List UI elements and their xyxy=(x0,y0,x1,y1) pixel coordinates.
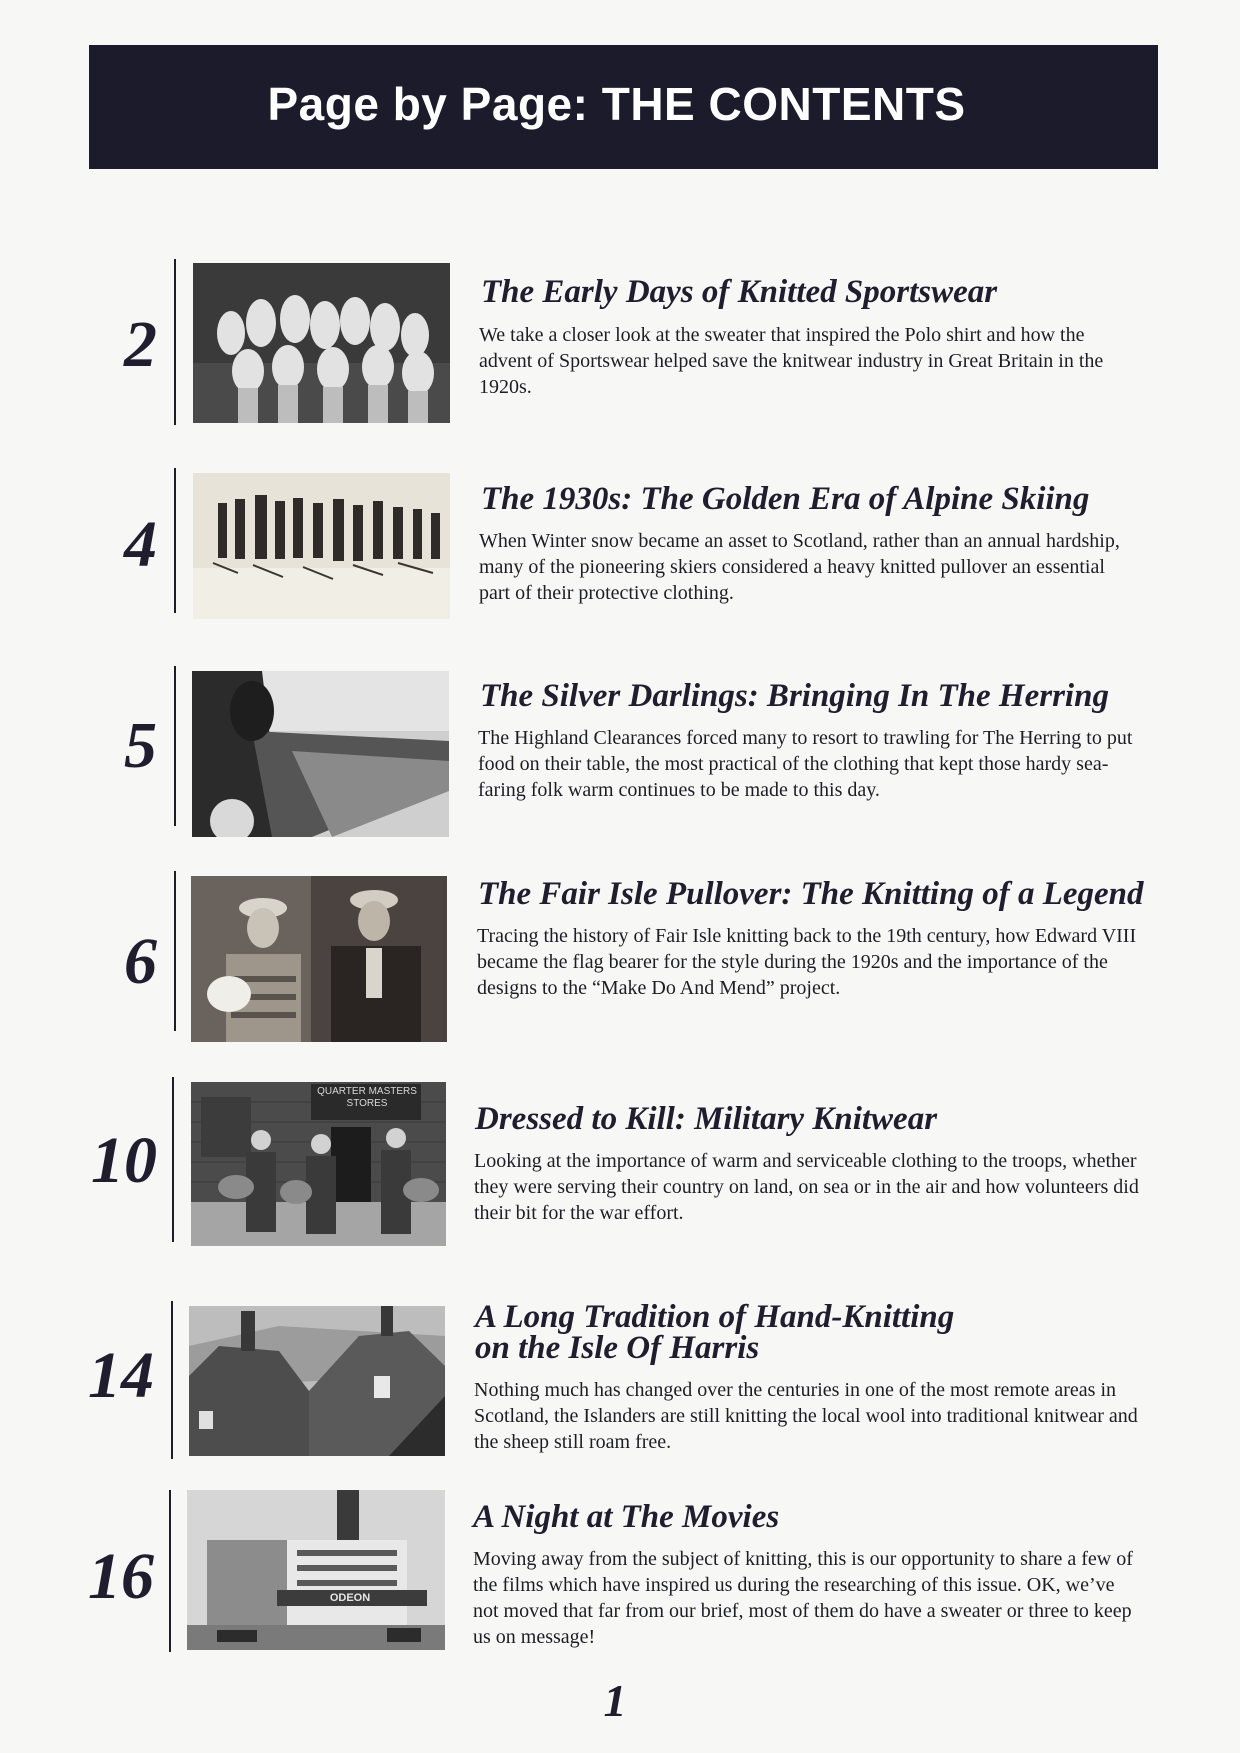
divider-line xyxy=(169,1490,171,1652)
entry-description: The Highland Clearances forced many to resort to trawling for The Herring to put food on their table, the most practical of the clothing that kept those hardy sea-faring folk warm continues to be made to this day. xyxy=(478,727,1133,801)
photo-odeon-cinema xyxy=(187,1490,445,1650)
entry-title: The Silver Darlings: Bringing In The Herring xyxy=(480,678,1109,714)
divider-line xyxy=(172,1077,174,1242)
page-number: 2 xyxy=(124,308,157,381)
entry-title: The 1930s: The Golden Era of Alpine Skiing xyxy=(481,481,1090,517)
contents-banner xyxy=(89,45,1158,169)
cinema-sign: ODEON xyxy=(329,1592,371,1604)
entry-description: Tracing the history of Fair Isle knitting back to the 19th century, how Edward VIII became the flag bearer for the style during the 1920s and the importance of the designs to the “Make Do And Mend” project. xyxy=(477,925,1137,999)
divider-line xyxy=(174,871,176,1031)
divider-line xyxy=(174,666,176,826)
divider-line xyxy=(174,259,176,425)
banner-title: Page by Page: THE CONTENTS xyxy=(267,78,966,130)
photo-harris-cottages xyxy=(189,1306,445,1456)
page-number: 10 xyxy=(91,1124,157,1197)
entry-title-line-1: A Long Tradition of Hand-Knitting xyxy=(475,1299,955,1335)
photo-fair-isle-men xyxy=(191,876,447,1042)
photo-sports-team xyxy=(193,263,450,423)
entry-title: A Night at The Movies xyxy=(473,1499,780,1535)
page-folio: 1 xyxy=(603,1675,627,1726)
entry-description: We take a closer look at the sweater that inspired the Polo shirt and how the advent of Sportswear helped save the knitwear industry in Great Britain in the 1920s. xyxy=(479,324,1104,398)
entry-description: When Winter snow became an asset to Scotland, rather than an annual hardship, many of the pioneering skiers considered a heavy knitted pullover an essential part of their protective clothing. xyxy=(479,530,1120,604)
entry-title: Dressed to Kill: Military Knitwear xyxy=(475,1101,938,1137)
page-number: 16 xyxy=(88,1540,154,1613)
page-number: 4 xyxy=(124,508,157,581)
stores-sign: QUARTER MASTERS STORES xyxy=(317,1086,417,1109)
entry-title-line-2: on the Isle Of Harris xyxy=(475,1330,760,1366)
entry-title: The Early Days of Knitted Sportswear xyxy=(481,274,998,310)
photo-military-stores xyxy=(191,1082,446,1246)
divider-line xyxy=(171,1301,173,1459)
entry-description: Moving away from the subject of knitting, this is our opportunity to share a few of the films which have inspired us during the researching of this issue. OK, we’ve not moved that far from our brief, most of them do have a sweater or three to keep us on message! xyxy=(473,1548,1133,1648)
page-number: 5 xyxy=(124,709,157,782)
photo-herring-boat xyxy=(192,671,449,837)
page-number: 14 xyxy=(88,1339,154,1412)
entry-description: Looking at the importance of warm and serviceable clothing to the troops, whether they were serving their country on land, on sea or in the air and how volunteers did their bit for the war effort. xyxy=(474,1150,1139,1224)
entry-description: Nothing much has changed over the centuries in one of the most remote areas in Scotland, the Islanders are still knitting the local wool into traditional knitwear and the sheep still roam free. xyxy=(474,1379,1138,1453)
photo-alpine-skiers xyxy=(193,473,450,619)
entry-title: The Fair Isle Pullover: The Knitting of a Legend xyxy=(478,876,1144,912)
divider-line xyxy=(174,468,176,613)
page-number: 6 xyxy=(124,925,157,998)
